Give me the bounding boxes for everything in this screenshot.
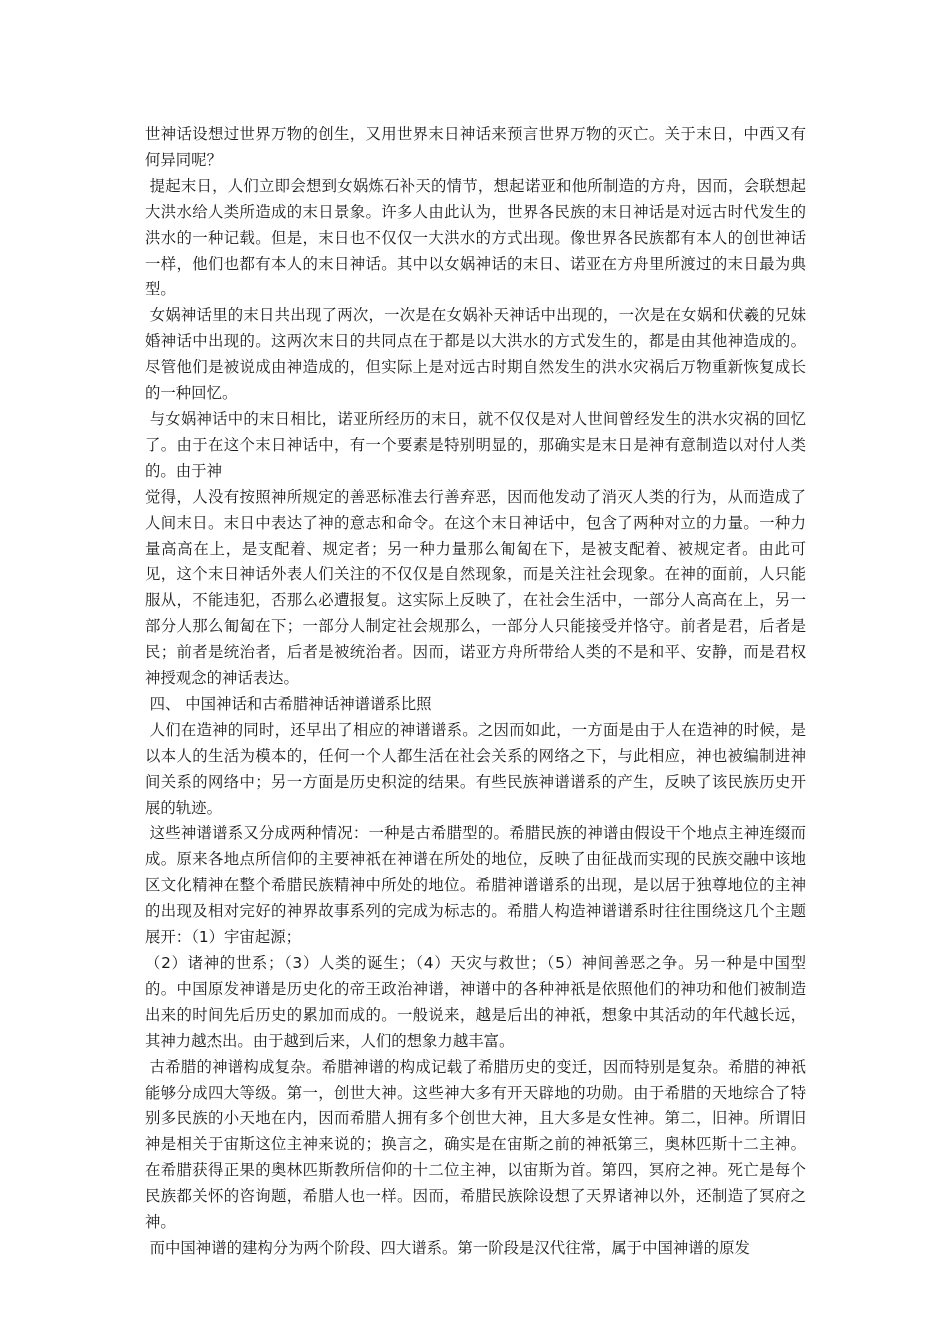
paragraph-4: 与女娲神话中的末日相比，诺亚所经历的末日，就不仅仅是对人世间曾经发生的洪水灾祸的回忆了。由于在这个末日神话中，有一个要素是特别明显的，那确实是末日是神有意制造以对付人类的。由于神 [145, 409, 806, 480]
paragraph-5: 觉得，人没有按照神所规定的善恶标准去行善弃恶，因而他发动了消灭人类的行为，从而造成了人间末日。末日中表达了神的意志和命令。在这个末日神话中，包含了两种对立的力量。一种力量高高在上，是支配着、规定者；另一种力量那么匍匐在下，是被支配着、被规定者。由此可见，这个末日神话外表人们关注的不仅仅是自然现象，而是关注社会现象。在神的面前，人只能服从，不能违犯，否那么必遭报复。这实际上反映了，在社会生活中，一部分人高高在上，另一部分人那么匍匐在下；一部分人制定社会规那么，一部分人只能接受并恪守。前者是君，后者是民；前者是统治者，后者是被统治者。因而，诺亚方舟所带给人类的不是和平、安静，而是君权神授观念的神话表达。 [145, 487, 806, 688]
paragraph-8: （2）诸神的世系；（3）人类的诞生；（4）天灾与救世；（5）神间善恶之争。另一种是中国型的。中国原发神谱是历史化的帝王政治神谱，神谱中的各种神祇是依照他们的神功和他们被制造出来的时间先后历史的累加而成的。一般说来，越是后出的神祇，想象中其活动的年代越长远，其神力越杰出。由于越到后来，人们的想象力越丰富。 [145, 954, 806, 1050]
paragraph-2: 提起末日，人们立即会想到女娲炼石补天的情节，想起诺亚和他所制造的方舟，因而，会联想起大洪水给人类所造成的末日景象。许多人由此认为，世界各民族的末日神话是对远古时代发生的洪水的一种记载。但是，末日也不仅仅一大洪水的方式出现。像世界各民族都有本人的创世神话一样，他们也都有本人的末日神话。其中以女娲神话的末日、诺亚在方舟里所渡过的末日最为典型。 [145, 176, 806, 299]
paragraph-3: 女娲神话里的末日共出现了两次，一次是在女娲补天神话中出现的，一次是在女娲和伏羲的兄妹婚神话中出现的。这两次末日的共同点在于都是以大洪水的方式发生的，都是由其他神造成的。尽管他们是被说成由神造成的，但实际上是对远古时期自然发生的洪水灾祸后万物重新恢复成长的一种回忆。 [145, 306, 806, 403]
paragraph-1: 世神话设想过世界万物的创生，又用世界末日神话来预言世界万物的灭亡。关于末日，中西又有何异同呢？ [145, 125, 806, 169]
paragraph-7: 这些神谱谱系又分成两种情况：一种是古希腊型的。希腊民族的神谱由假设干个地点主神连缀而成。原来各地点所信仰的主要神祇在神谱在所处的地位，反映了由征战而实现的民族交融中该地区文化精神在整个希腊民族精神中所处的地位。希腊神谱谱系的出现，是以居于独尊地位的主神的出现及相对完好的神界故事系列的完成为标志的。希腊人构造神谱谱系时往往围绕这几个主题展开：（1）宇宙起源； [145, 824, 806, 947]
body-text [145, 122, 806, 1262]
paragraph-9: 古希腊的神谱构成复杂。希腊神谱的构成记载了希腊历史的变迁，因而特别是复杂。希腊的神祇能够分成四大等级。第一，创世大神。这些神大多有开天辟地的功勋。由于希腊的天地综合了特别多民族的小天地在内，因而希腊人拥有多个创世大神，且大多是女性神。第二，旧神。所谓旧神是相关于宙斯这位主神来说的；换言之，确实是在宙斯之前的神祇第三，奥林匹斯十二主神。在希腊获得正果的奥林匹斯教所信仰的十二位主神，以宙斯为首。第四，冥府之神。死亡是每个民族都关怀的咨询题，希腊人也一样。因而，希腊民族除设想了天界诸神以外，还制造了冥府之神。 [145, 1057, 806, 1232]
paragraph-6: 人们在造神的同时，还早出了相应的神谱谱系。之因而如此，一方面是由于人在造神的时候，是以本人的生活为模本的，任何一个人都生活在社会关系的网络之下，与此相应，神也被编制进神间关系的网络中；另一方面是历史积淀的结果。有些民族神谱谱系的产生，反映了该民族历史开展的轨迹。 [145, 720, 806, 817]
paragraph-10: 而中国神谱的建构分为两个阶段、四大谱系。第一阶段是汉代往常，属于中国神谱的原发 [149, 1238, 750, 1257]
section-heading: 四、 中国神话和古希腊神话神谱谱系比照 [149, 694, 432, 713]
